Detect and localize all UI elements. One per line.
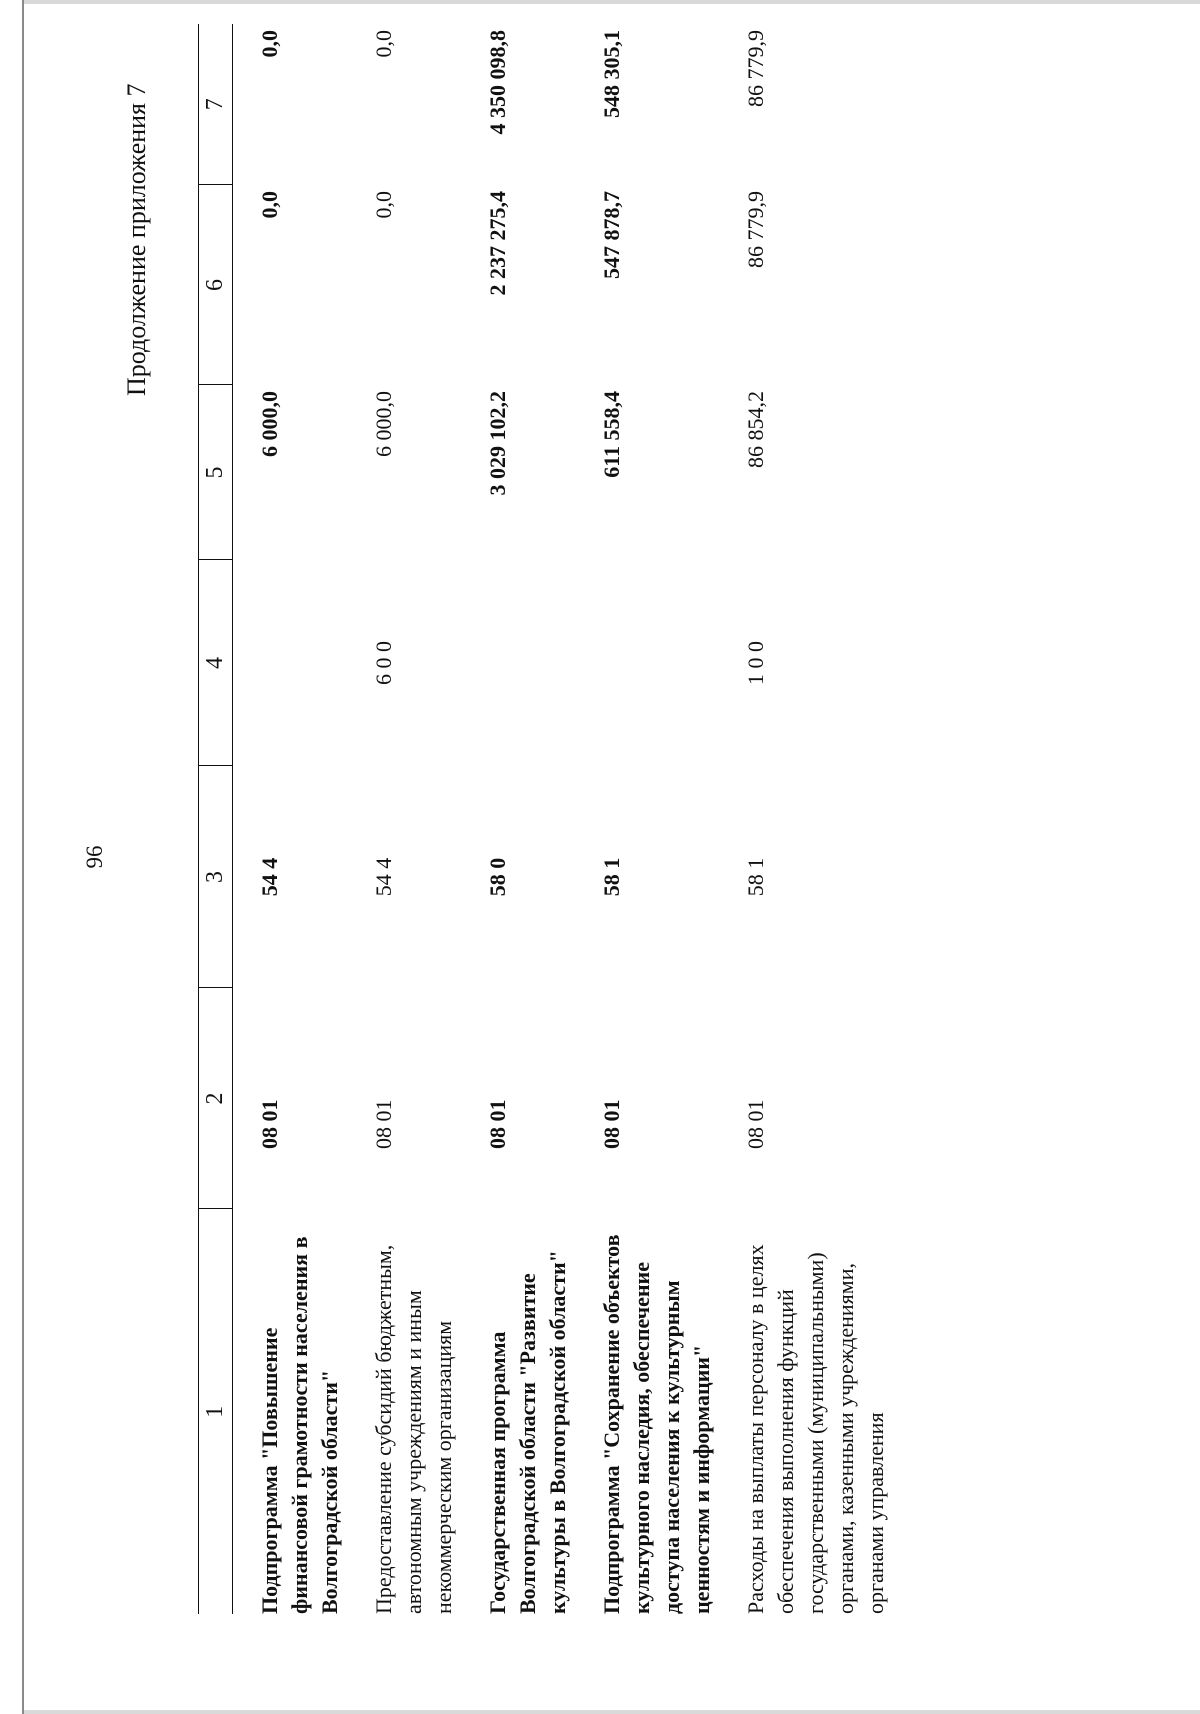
cell-expense-type (473, 560, 587, 766)
column-header: 4 (199, 560, 233, 766)
table-row (731, 24, 905, 1614)
table-row (587, 24, 731, 1614)
cell-amount-3: 86 779,9 (743, 30, 768, 107)
page-number: 96 (82, 845, 107, 869)
column-header: 6 (199, 185, 233, 385)
row-name: Расходы на выплаты персоналу в целях обеспечения выполнения функций государственными (муниципальными) органами, казенными учреждениями, органами управления (743, 1244, 888, 1614)
cell-amount-2: 0,0 (371, 191, 396, 219)
row-name: Подпрограмма "Сохранение объектов культурного наследия, обеспечение доступа населения к культурным ценностям и информации" (599, 1234, 714, 1614)
cell-section: 08 01 (257, 1099, 282, 1149)
budget-table (198, 24, 905, 1614)
cell-program: 54 4 (371, 857, 396, 897)
cell-expense-type (233, 560, 360, 766)
column-header: 2 (199, 988, 233, 1209)
cell-amount-1: 6 000,0 (371, 391, 396, 457)
column-header: 5 (199, 385, 233, 560)
row-name: Государственная программа Волгоградской области "Развитие культуры в Волгоградской области" (485, 1250, 570, 1614)
cell-amount-3: 0,0 (371, 30, 396, 58)
cell-amount-3: 4 350 098,8 (485, 30, 510, 135)
cell-program: 58 0 (485, 857, 510, 897)
cell-amount-2: 547 878,7 (599, 191, 624, 279)
cell-expense-type: 6 0 0 (371, 641, 396, 685)
cell-amount-1: 6 000,0 (257, 391, 282, 457)
table-row (473, 24, 587, 1614)
cell-section: 08 01 (599, 1099, 624, 1149)
cell-amount-2: 0,0 (257, 191, 282, 219)
cell-section: 08 01 (371, 1099, 396, 1149)
cell-amount-2: 86 779,9 (743, 191, 768, 268)
cell-section: 08 01 (485, 1099, 510, 1149)
row-name: Подпрограмма "Повышение финансовой грамотности населения в Волгоградской области" (257, 1236, 342, 1614)
cell-program: 58 1 (599, 857, 624, 897)
cell-amount-1: 3 029 102,2 (485, 391, 510, 496)
cell-amount-2: 2 237 275,4 (485, 191, 510, 296)
column-header: 7 (199, 24, 233, 185)
column-header: 3 (199, 766, 233, 988)
row-name: Предоставление субсидий бюджетным, автономным учреждениям и иным некоммерческим организациям (371, 1244, 456, 1614)
continuation-note: Продолжение приложения 7 (122, 83, 151, 396)
table-header-row (199, 24, 233, 1614)
cell-expense-type (587, 560, 731, 766)
cell-program: 58 1 (743, 857, 768, 897)
cell-expense-type: 1 0 0 (743, 641, 768, 685)
cell-amount-1: 611 558,4 (599, 391, 624, 478)
cell-amount-3: 0,0 (257, 30, 282, 58)
column-header: 1 (199, 1209, 233, 1614)
table-row (233, 24, 360, 1614)
cell-program: 54 4 (257, 857, 282, 897)
cell-amount-1: 86 854,2 (743, 391, 768, 468)
table-row (359, 24, 473, 1614)
cell-amount-3: 548 305,1 (599, 30, 624, 118)
cell-section: 08 01 (743, 1099, 768, 1149)
